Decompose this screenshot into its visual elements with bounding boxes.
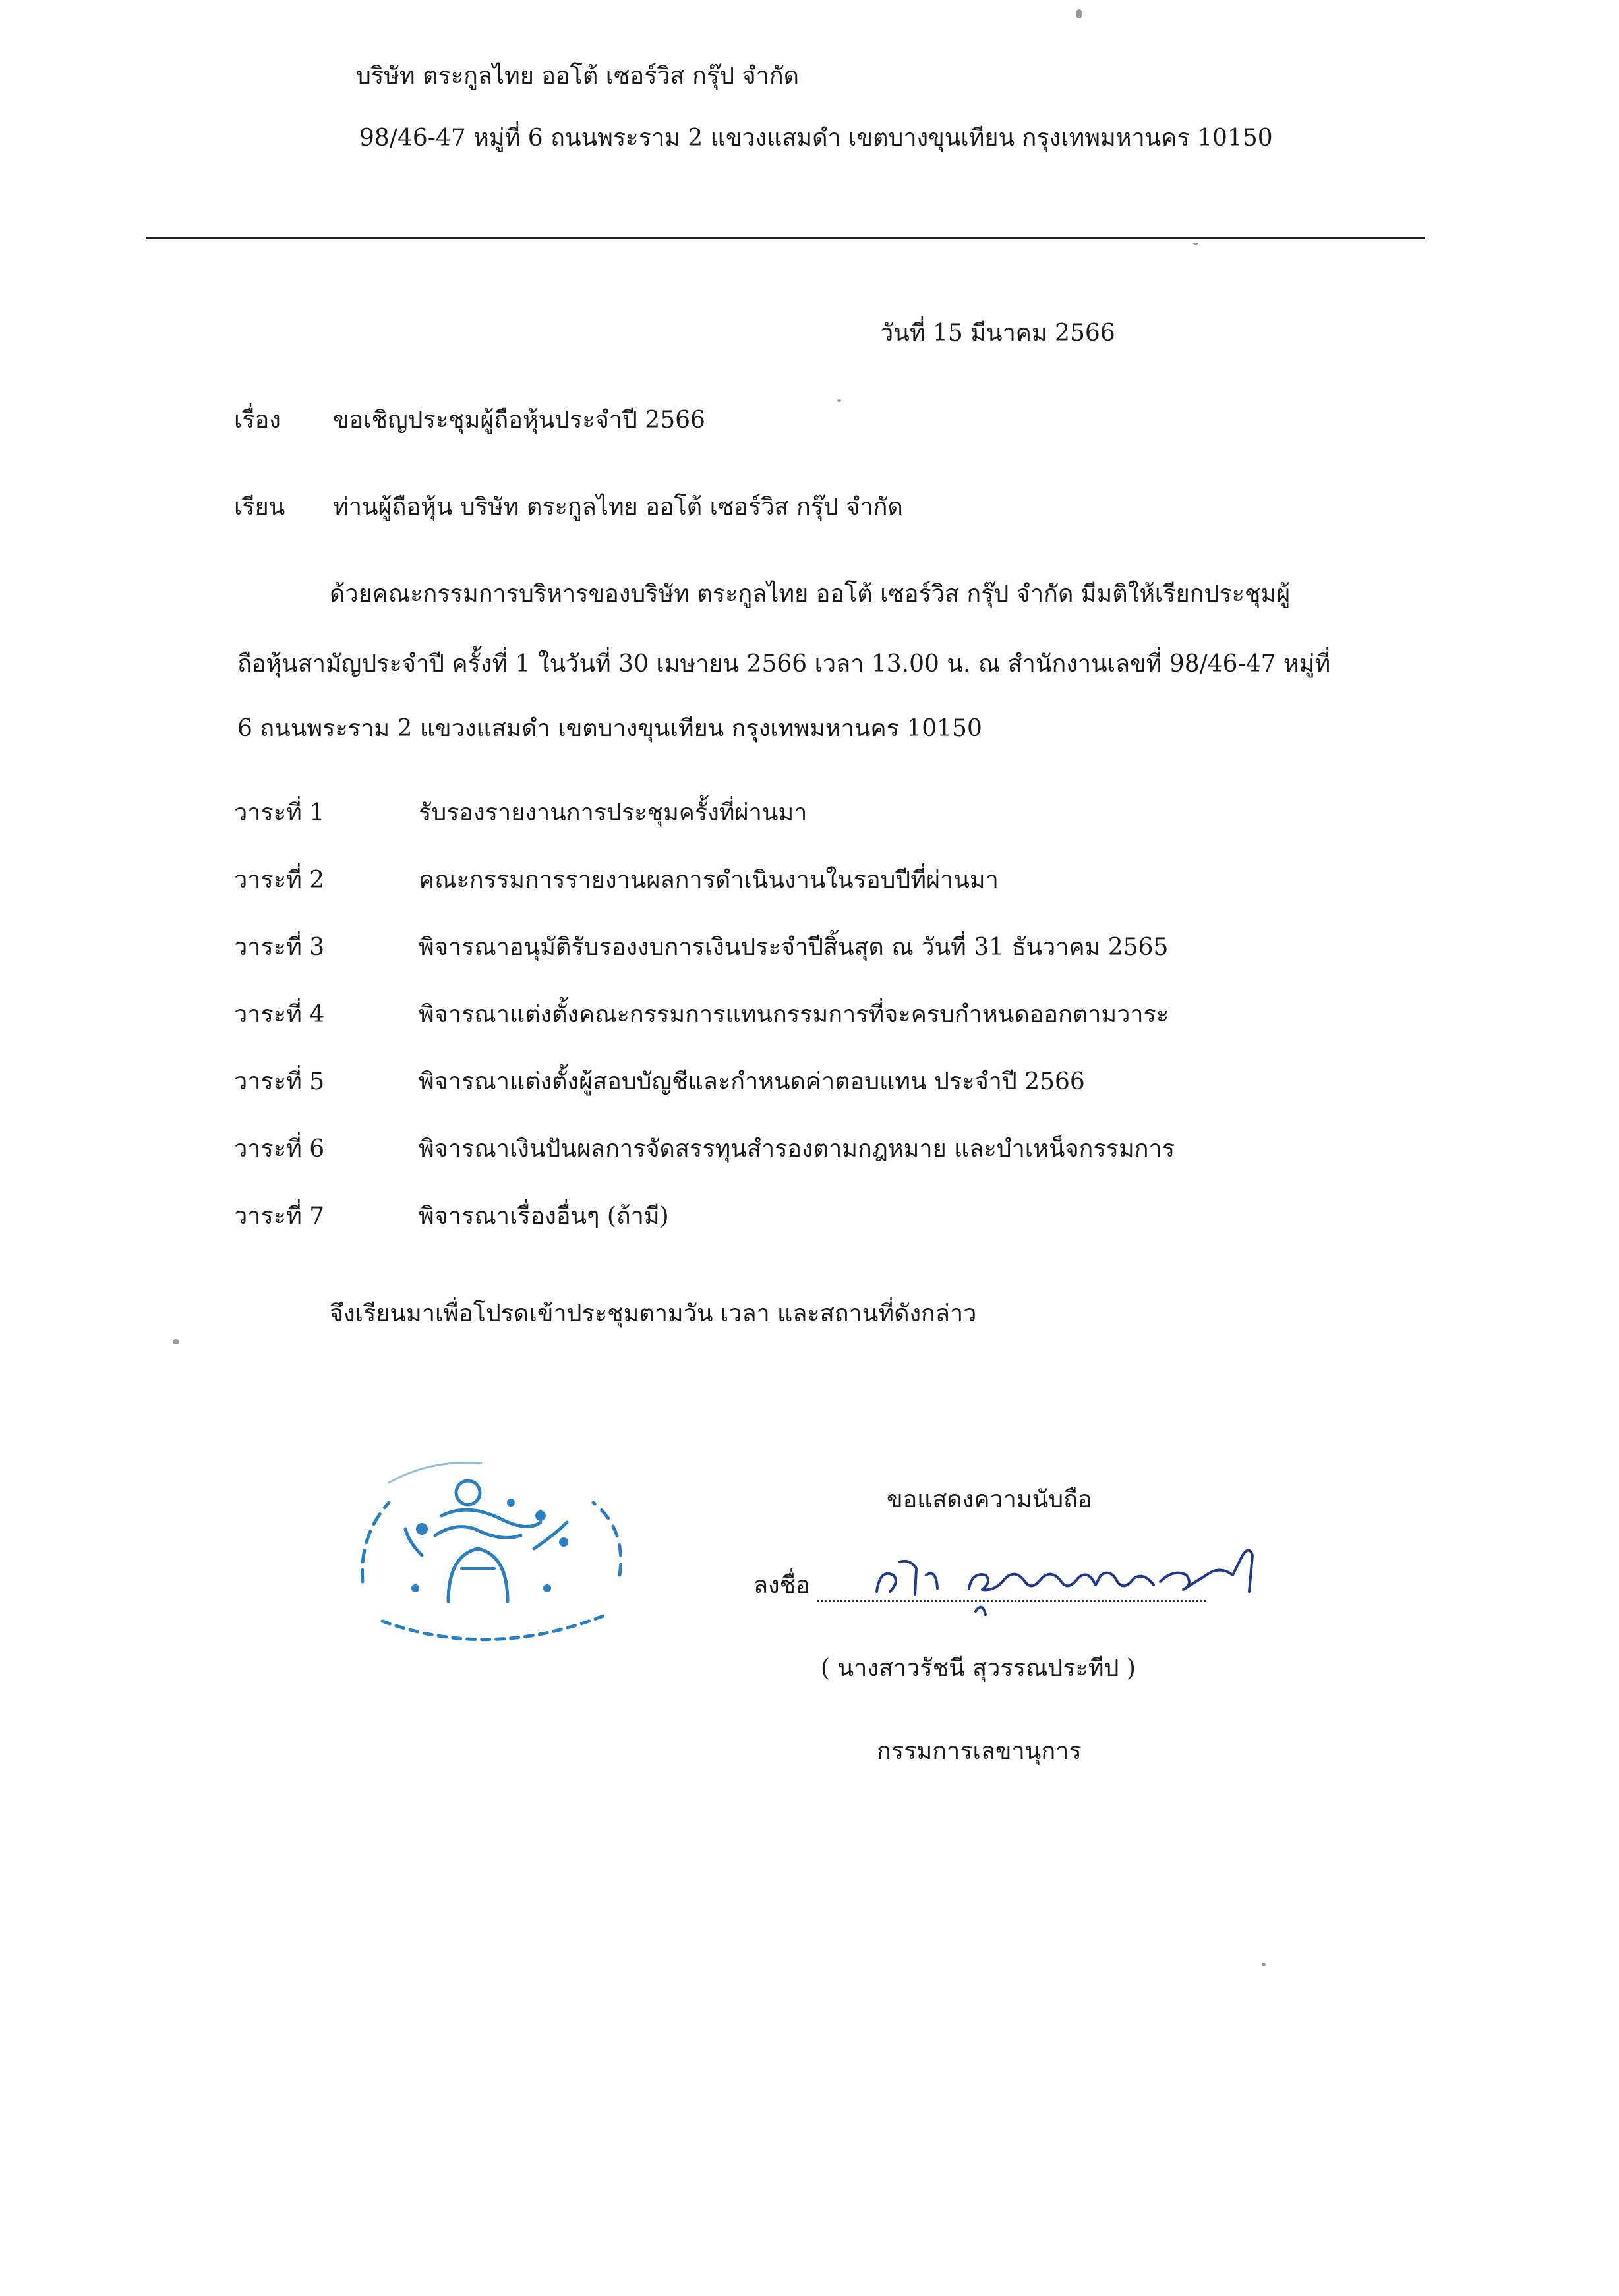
agenda-number: วาระที่ 4 — [234, 1001, 325, 1028]
body-line: ถือหุ้นสามัญประจำปี ครั้งที่ 1 ในวันที่ 30 เมษายน 2566 เวลา 13.00 น. ณ สำนักงานเลขที่ 98/46-47 หมู่ที่ — [237, 650, 1331, 677]
signer-name: ( นางสาวรัชนี สุวรรณประทีป ) — [821, 1655, 1136, 1682]
signer-title: กรรมการเลขานุการ — [877, 1738, 1082, 1765]
scan-speck — [1262, 1963, 1266, 1966]
sign-label: ลงชื่อ — [753, 1572, 810, 1599]
scan-speck — [1193, 243, 1198, 245]
agenda-item: รับรองรายงานการประชุมครั้งที่ผ่านมา — [419, 799, 808, 826]
company-name: บริษัท ตระกูลไทย ออโต้ เซอร์วิส กรุ๊ป จำกัด — [356, 63, 800, 90]
recipient-label: เรียน — [234, 494, 285, 521]
agenda-number: วาระที่ 6 — [234, 1135, 325, 1162]
company-seal-stamp — [343, 1456, 639, 1654]
agenda-item: พิจารณาเรื่องอื่นๆ (ถ้ามี) — [419, 1203, 669, 1230]
agenda-item: คณะกรรมการรายงานผลการดำเนินงานในรอบปีที่ผ่านมา — [419, 867, 999, 894]
subject-text: ขอเชิญประชุมผู้ถือหุ้นประจำปี 2566 — [333, 407, 705, 434]
body-line: 6 ถนนพระราม 2 แขวงแสมดำ เขตบางขุนเทียน กรุงเทพมหานคร 10150 — [237, 715, 982, 742]
company-address: 98/46-47 หมู่ที่ 6 ถนนพระราม 2 แขวงแสมดำ เขตบางขุนเทียน กรุงเทพมหานคร 10150 — [359, 125, 1273, 152]
agenda-number: วาระที่ 3 — [234, 934, 325, 961]
scan-speck — [1076, 9, 1082, 18]
subject-label: เรื่อง — [234, 407, 281, 434]
recipient-text: ท่านผู้ถือหุ้น บริษัท ตระกูลไทย ออโต้ เซอร์วิส กรุ๊ป จำกัด — [333, 494, 903, 521]
header-divider — [146, 237, 1425, 239]
respect-line: ขอแสดงความนับถือ — [887, 1486, 1092, 1513]
agenda-item: พิจารณาอนุมัติรับรองงบการเงินประจำปีสิ้นสุด ณ วันที่ 31 ธันวาคม 2565 — [419, 934, 1169, 961]
agenda-number: วาระที่ 1 — [234, 799, 325, 826]
agenda-item: พิจารณาเงินปันผลการจัดสรรทุนสำรองตามกฎหมาย และบำเหน็จกรรมการ — [419, 1135, 1175, 1162]
agenda-item: พิจารณาแต่งตั้งคณะกรรมการแทนกรรมการที่จะครบกำหนดออกตามวาระ — [419, 1001, 1169, 1028]
scan-speck — [837, 399, 841, 402]
handwritten-signature — [864, 1529, 1272, 1621]
agenda-item: พิจารณาแต่งตั้งผู้สอบบัญชีและกำหนดค่าตอบแทน ประจำปี 2566 — [419, 1068, 1085, 1095]
body-line: ด้วยคณะกรรมการบริหารของบริษัท ตระกูลไทย ออโต้ เซอร์วิส กรุ๊ป จำกัด มีมติให้เรียกประชุมผู้ — [330, 581, 1291, 608]
agenda-number: วาระที่ 2 — [234, 867, 325, 894]
scan-speck — [173, 1339, 179, 1344]
letter-date: วันที่ 15 มีนาคม 2566 — [880, 320, 1115, 347]
agenda-number: วาระที่ 5 — [234, 1068, 325, 1095]
agenda-number: วาระที่ 7 — [234, 1203, 325, 1230]
closing-line: จึงเรียนมาเพื่อโปรดเข้าประชุมตามวัน เวลา และสถานที่ดังกล่าว — [330, 1300, 977, 1327]
